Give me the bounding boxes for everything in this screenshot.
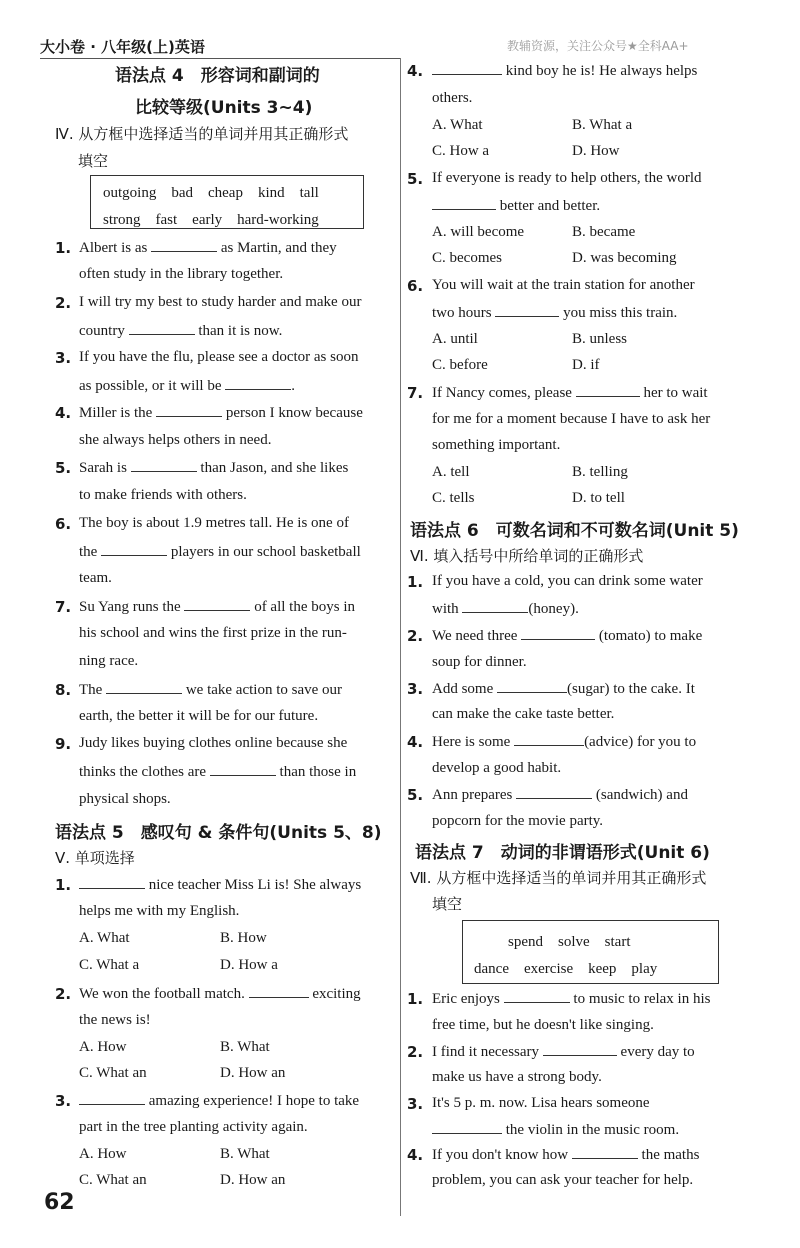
- s4-q6-line2: the players in our school basketball: [79, 544, 361, 560]
- question-number: 6.: [55, 515, 72, 533]
- s5-q4-line1: kind boy he is! He always helps: [432, 62, 697, 80]
- section-6-title: Ⅵ. 填入括号中所给单词的正确形式: [410, 547, 644, 565]
- s5-q7-line3: something important.: [432, 437, 561, 453]
- answer-blank[interactable]: [225, 377, 291, 390]
- option-b[interactable]: B. telling: [572, 464, 628, 480]
- question-number: 3.: [55, 349, 72, 367]
- s6-q4-line1: Here is some (advice) for you to: [432, 734, 697, 750]
- option-b[interactable]: B. How: [220, 930, 267, 946]
- question-number: 9.: [55, 735, 72, 753]
- s4-q5-line2: to make friends with others.: [79, 487, 247, 503]
- s5-q4-line2: others.: [432, 90, 473, 106]
- section-7-title-line2: 填空: [432, 895, 463, 913]
- s7-q1-line2: free time, but he doesn't like singing.: [432, 1017, 654, 1033]
- answer-blank[interactable]: [543, 1043, 617, 1056]
- option-a[interactable]: A. How: [79, 1039, 127, 1055]
- s6-q1-line1: If you have a cold, you can drink some water: [432, 573, 703, 589]
- question-number: 5.: [407, 786, 424, 804]
- s7-q1-line1: Eric enjoys to music to relax in his: [432, 991, 711, 1007]
- s4-q2-line1: I will try my best to study harder and make our: [79, 294, 362, 310]
- answer-blank[interactable]: [79, 1092, 145, 1105]
- s6-q3-line2: can make the cake taste better.: [432, 706, 615, 722]
- answer-blank[interactable]: [101, 543, 167, 556]
- s4-q6-line1: The boy is about 1.9 metres tall. He is one of: [79, 515, 349, 531]
- page-number: 62: [44, 1190, 75, 1215]
- option-d[interactable]: D. to tell: [572, 490, 625, 506]
- answer-blank[interactable]: [249, 985, 309, 998]
- s5-q1-line2: helps me with my English.: [79, 903, 240, 919]
- header-right: 教辅资源，关注公众号★全科AA+: [507, 39, 689, 53]
- s4-q7-line3: ning race.: [79, 653, 139, 669]
- question-number: 1.: [407, 990, 424, 1008]
- answer-blank[interactable]: [131, 459, 197, 472]
- s7-q4-line2: problem, you can ask your teacher for help.: [432, 1172, 694, 1188]
- option-c[interactable]: C. before: [432, 357, 488, 373]
- question-number: 4.: [55, 404, 72, 422]
- question-number: 2.: [407, 627, 424, 645]
- header-left: 大小卷 · 八年级(上)英语: [40, 38, 205, 56]
- s6-q2-line2: soup for dinner.: [432, 654, 527, 670]
- s6-q1-line2: with (honey).: [432, 601, 579, 617]
- question-number: 5.: [55, 459, 72, 477]
- option-a[interactable]: A. What: [432, 117, 483, 133]
- s7-q3-line1: It's 5 p. m. now. Lisa hears someone: [432, 1095, 650, 1111]
- s5-q6-line2: two hours you miss this train.: [432, 305, 678, 321]
- s4-q8-line2: earth, the better it will be for our future.: [79, 708, 319, 724]
- word-box-4: [90, 175, 364, 229]
- word-box-7-line2: dance exercise keep play: [474, 961, 658, 977]
- answer-blank[interactable]: [516, 786, 592, 799]
- option-b[interactable]: B. What: [220, 1146, 270, 1162]
- answer-blank[interactable]: [129, 322, 195, 335]
- option-a[interactable]: A. will become: [432, 224, 525, 240]
- option-a[interactable]: A. tell: [432, 464, 470, 480]
- question-number: 4.: [407, 733, 424, 751]
- option-a[interactable]: A. until: [432, 331, 478, 347]
- s4-q3-line2: as possible, or it will be .: [79, 378, 295, 394]
- answer-blank[interactable]: [156, 404, 222, 417]
- s7-q2-line2: make us have a strong body.: [432, 1069, 602, 1085]
- option-b[interactable]: B. What: [220, 1039, 270, 1055]
- answer-blank[interactable]: [184, 598, 250, 611]
- s4-q7-line2: his school and wins the first prize in the run-: [79, 625, 347, 641]
- answer-blank[interactable]: [79, 876, 145, 889]
- answer-blank[interactable]: [432, 197, 496, 210]
- s5-q2-line2: the news is!: [79, 1012, 151, 1028]
- section-4-title-line1: Ⅳ. 从方框中选择适当的单词并用其正确形式: [55, 125, 349, 143]
- answer-blank[interactable]: [497, 680, 567, 693]
- s7-q3-line2: the violin in the music room.: [432, 1121, 679, 1139]
- s5-q7-line2: for me for a moment because I have to ask her: [432, 411, 711, 427]
- grammar-point-4-title-line2: 比较等级(Units 3~4): [135, 98, 313, 118]
- option-c[interactable]: C. tells: [432, 490, 475, 506]
- s4-q8-line1: The we take action to save our: [79, 682, 343, 698]
- s4-q1-line1: Albert is as as Martin, and they: [79, 240, 337, 256]
- grammar-point-5-title: 语法点 5 感叹句 & 条件句(Units 5、8): [55, 823, 382, 843]
- s6-q2-line1: We need three (tomato) to make: [432, 628, 703, 644]
- option-a[interactable]: A. What: [79, 930, 130, 946]
- word-box-4-line1: outgoing bad cheap kind tall: [103, 185, 319, 201]
- option-b[interactable]: B. What a: [572, 117, 633, 133]
- option-b[interactable]: B. unless: [572, 331, 628, 347]
- answer-blank[interactable]: [576, 384, 640, 397]
- option-c[interactable]: C. What a: [79, 957, 140, 973]
- section-5-title: Ⅴ. 单项选择: [55, 849, 135, 867]
- question-number: 2.: [55, 985, 72, 1003]
- grammar-point-6-title: 语法点 6 可数名词和不可数名词(Unit 5): [410, 521, 739, 541]
- section-4-title-line2: 填空: [78, 152, 109, 170]
- s5-q3-line2: part in the tree planting activity again.: [79, 1119, 308, 1135]
- s5-q2-line1: We won the football match. exciting: [79, 986, 361, 1002]
- word-box-4-line2: strong fast early hard-working: [103, 212, 319, 228]
- option-b[interactable]: B. became: [572, 224, 636, 240]
- s4-q2-line2: country than it is now.: [79, 323, 283, 339]
- s4-q9-line3: physical shops.: [79, 791, 171, 807]
- question-number: 3.: [55, 1092, 72, 1110]
- s4-q4-line1: Miller is the person I know because: [79, 405, 363, 421]
- answer-blank[interactable]: [432, 62, 502, 75]
- s4-q5-line1: Sarah is than Jason, and she likes: [79, 460, 349, 476]
- option-a[interactable]: A. How: [79, 1146, 127, 1162]
- s4-q6-line3: team.: [79, 570, 112, 586]
- answer-blank[interactable]: [572, 1146, 638, 1159]
- answer-blank[interactable]: [432, 1121, 502, 1134]
- question-number: 1.: [55, 239, 72, 257]
- word-box-7: [462, 920, 719, 984]
- option-d[interactable]: D. How: [572, 143, 620, 159]
- s6-q4-line2: develop a good habit.: [432, 760, 562, 776]
- answer-blank[interactable]: [504, 990, 570, 1003]
- question-number: 7.: [407, 384, 424, 402]
- question-number: 2.: [407, 1043, 424, 1061]
- s6-q5-line2: popcorn for the movie party.: [432, 813, 604, 829]
- s7-q4-line1: If you don't know how the maths: [432, 1147, 700, 1163]
- answer-blank[interactable]: [521, 627, 595, 640]
- s5-q7-line1: If Nancy comes, please her to wait: [432, 385, 708, 401]
- s4-q4-line2: she always helps others in need.: [79, 432, 272, 448]
- answer-blank[interactable]: [514, 733, 584, 746]
- option-c[interactable]: C. becomes: [432, 250, 502, 266]
- s5-q5-line1: If everyone is ready to help others, the world: [432, 170, 702, 186]
- answer-blank[interactable]: [106, 681, 182, 694]
- option-d[interactable]: D. How an: [220, 1172, 286, 1188]
- option-d[interactable]: D. How an: [220, 1065, 286, 1081]
- question-number: 1.: [407, 573, 424, 591]
- option-c[interactable]: C. How a: [432, 143, 490, 159]
- grammar-point-4-title-line1: 语法点 4 形容词和副词的: [115, 66, 320, 86]
- answer-blank[interactable]: [210, 763, 276, 776]
- header-rule: [40, 58, 400, 59]
- question-number: 6.: [407, 277, 424, 295]
- word-box-7-line1: spend solve start: [508, 934, 631, 950]
- question-number: 3.: [407, 1095, 424, 1113]
- s5-q6-line1: You will wait at the train station for another: [432, 277, 695, 293]
- option-c[interactable]: C. What an: [79, 1065, 147, 1081]
- question-number: 5.: [407, 170, 424, 188]
- s7-q2-line1: I find it necessary every day to: [432, 1044, 695, 1060]
- question-number: 4.: [407, 1146, 424, 1164]
- answer-blank[interactable]: [462, 600, 528, 613]
- s6-q3-line1: Add some (sugar) to the cake. It: [432, 681, 695, 697]
- column-divider: [400, 58, 401, 1216]
- option-d[interactable]: D. How a: [220, 957, 278, 973]
- s4-q9-line1: Judy likes buying clothes online because she: [79, 735, 348, 751]
- answer-blank[interactable]: [495, 304, 559, 317]
- question-number: 8.: [55, 681, 72, 699]
- s5-q3-line1: amazing experience! I hope to take: [79, 1092, 359, 1110]
- answer-blank[interactable]: [151, 239, 217, 252]
- s6-q5-line1: Ann prepares (sandwich) and: [432, 787, 688, 803]
- option-d[interactable]: D. was becoming: [572, 250, 677, 266]
- question-number: 2.: [55, 294, 72, 312]
- option-d[interactable]: D. if: [572, 357, 600, 373]
- question-number: 3.: [407, 680, 424, 698]
- s5-q5-line2: better and better.: [432, 197, 600, 215]
- question-number: 7.: [55, 598, 72, 616]
- question-number: 4.: [407, 62, 424, 80]
- question-number: 1.: [55, 876, 72, 894]
- s5-q1-line1: nice teacher Miss Li is! She always: [79, 876, 361, 894]
- option-c[interactable]: C. What an: [79, 1172, 147, 1188]
- section-7-title-line1: Ⅶ. 从方框中选择适当的单词并用其正确形式: [410, 869, 707, 887]
- grammar-point-7-title: 语法点 7 动词的非谓语形式(Unit 6): [415, 843, 710, 863]
- s4-q1-line2: often study in the library together.: [79, 266, 284, 282]
- s4-q3-line1: If you have the flu, please see a doctor as soon: [79, 349, 359, 365]
- s4-q9-line2: thinks the clothes are than those in: [79, 764, 357, 780]
- s4-q7-line1: Su Yang runs the of all the boys in: [79, 599, 356, 615]
